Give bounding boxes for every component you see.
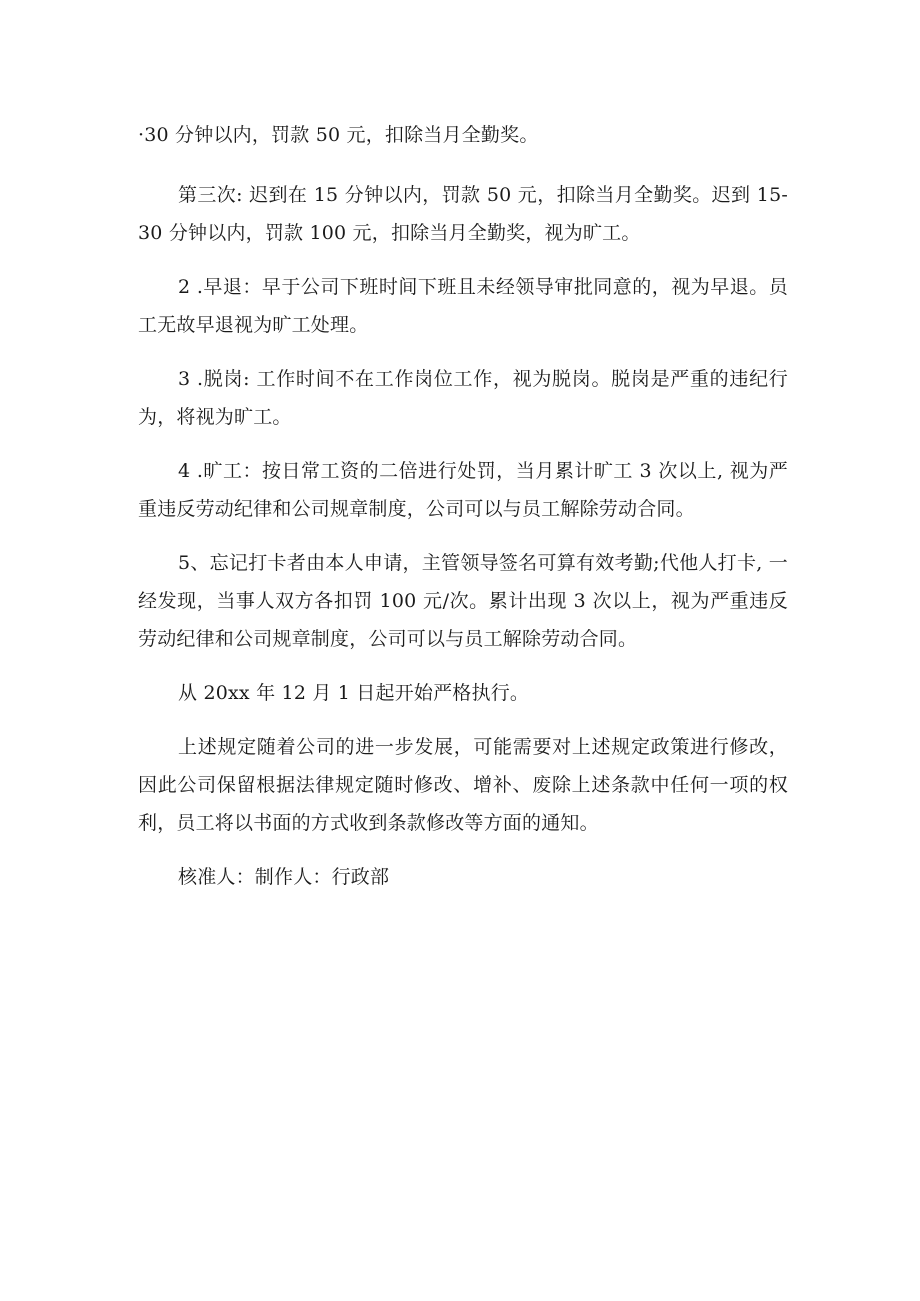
paragraph-third-late: 第三次: 迟到在 15 分钟以内，罚款 50 元，扣除当月全勤奖。迟到 15-30 分钟以内，罚款 100 元，扣除当月全勤奖，视为旷工。 (138, 184, 788, 244)
document-body (138, 116, 788, 896)
paragraph-amendment-rights: 上述规定随着公司的进一步发展，可能需要对上述规定政策进行修改，因此公司保留根据法律规定随时修改、增补、废除上述条款中任何一项的权利，员工将以书面的方式收到条款修改等方面的通知。 (138, 736, 788, 834)
paragraph-off-post: 3 .脱岗: 工作时间不在工作岗位工作，视为脱岗。脱岗是严重的违纪行为，将视为旷工。 (138, 368, 788, 428)
paragraph-signatures: 核准人：制作人：行政部 (178, 866, 390, 888)
paragraph-effective-date: 从 20xx 年 12 月 1 日起开始严格执行。 (178, 682, 530, 704)
paragraph-early-leave: 2 .早退：早于公司下班时间下班且未经领导审批同意的，视为早退。员工无故早退视为旷工处理。 (138, 276, 788, 336)
paragraph-forgot-clock-in: 5、忘记打卡者由本人申请，主管领导签名可算有效考勤;代他人打卡, 一经发现，当事人双方各扣罚 100 元/次。累计出现 3 次以上，视为严重违反劳动纪律和公司规章制度，公司可以与员工解除劳动合同。 (138, 552, 788, 650)
paragraph-penalty-30min: ·30 分钟以内，罚款 50 元，扣除当月全勤奖。 (138, 124, 539, 146)
paragraph-absenteeism: 4 .旷工：按日常工资的二倍进行处罚，当月累计旷工 3 次以上, 视为严重违反劳动纪律和公司规章制度，公司可以与员工解除劳动合同。 (138, 460, 788, 520)
